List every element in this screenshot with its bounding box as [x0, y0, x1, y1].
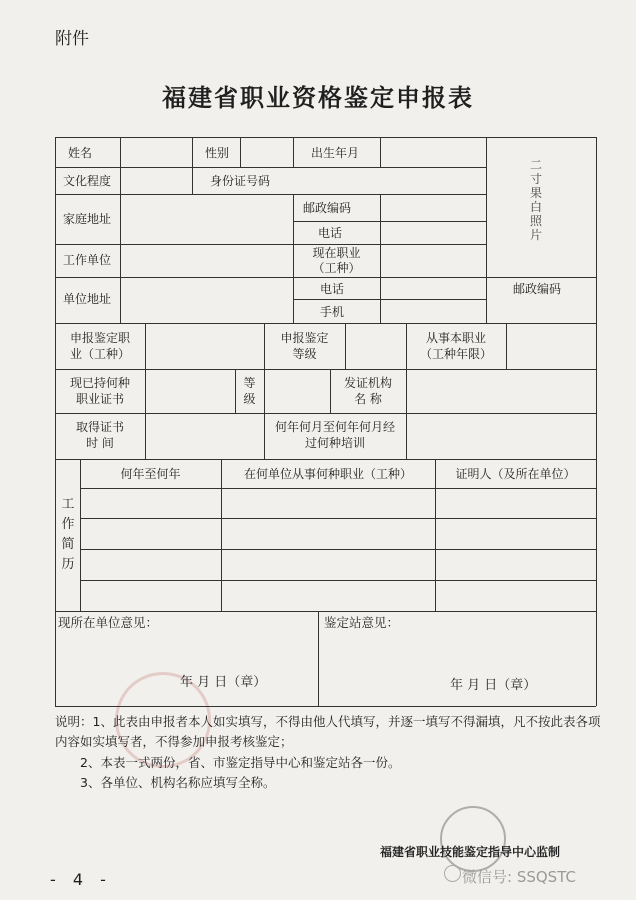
- apply-level-label: 申报鉴定: [280, 331, 329, 345]
- engaged-job-label: 从事本职业: [425, 331, 486, 345]
- unit-opinion-label: 现所在单位意见：: [58, 615, 159, 630]
- birth-label: 出生年月: [311, 146, 360, 160]
- cert-time-sub-label: 时 间: [86, 436, 114, 450]
- cert-time-label: 取得证书: [75, 420, 124, 434]
- training-sub-label: 过何种培训: [304, 436, 365, 450]
- id-number-label: 身份证号码: [210, 174, 271, 188]
- issuer-label: 发证机构: [343, 376, 392, 390]
- phone-label: 电话: [318, 226, 343, 240]
- wechat-icon: [444, 865, 461, 882]
- level-sub-label: 级: [243, 392, 256, 406]
- supervisor-text: 福建省职业技能鉴定指导中心监制: [380, 845, 561, 859]
- notes-line-1: 说明：1、此表由申报者本人如实填写，不得由他人代填写，并逐一填写不得漏填，凡不按此表各项: [55, 714, 601, 729]
- level-label: 等: [243, 376, 256, 390]
- mobile-label: 手机: [320, 305, 345, 319]
- holding-cert-sub-label: 职业证书: [75, 392, 124, 406]
- work-unit-label: 工作单位: [63, 253, 112, 267]
- notes-line-4: 3、各单位、机构名称应填写全称。: [80, 775, 276, 790]
- postal-code-label: 邮政编码: [303, 201, 352, 215]
- notes-line-2: 内容如实填写者，不得参加申报考核鉴定；: [55, 734, 293, 749]
- apply-level-sub-label: 等级: [292, 347, 317, 361]
- photo-label: 二寸果白照片: [530, 158, 543, 242]
- col-unit-header: 在何单位从事何种职业（工种）: [243, 467, 412, 481]
- watermark: 微信号: SSQSTC: [462, 868, 576, 886]
- col-period-header: 何年至何年: [120, 467, 181, 481]
- issuer-sub-label: 名 称: [354, 392, 382, 406]
- training-label: 何年何月至何年何月经: [274, 420, 395, 434]
- holding-cert-label: 现已持何种: [69, 376, 130, 390]
- apply-job-sub-label: 业（工种）: [69, 347, 130, 361]
- station-opinion-label: 鉴定站意见：: [324, 615, 400, 630]
- gender-label: 性别: [205, 146, 230, 160]
- notes-line-3: 2、本表一式两份，省、市鉴定指导中心和鉴定站各一份。: [80, 755, 401, 770]
- current-job-label: 现在职业: [312, 246, 361, 260]
- name-label: 姓名: [68, 146, 93, 160]
- date-seal-right: 年 月 日（章）: [450, 678, 537, 693]
- education-label: 文化程度: [63, 174, 112, 188]
- current-job-sub-label: （工种）: [312, 261, 361, 275]
- resume-label: 工作简历: [61, 497, 75, 572]
- unit-phone-label: 电话: [320, 282, 345, 296]
- attachment-label: 附件: [55, 29, 89, 49]
- page-number: - 4 -: [50, 870, 112, 889]
- engaged-job-sub-label: （工种年限）: [419, 347, 492, 361]
- unit-address-label: 单位地址: [63, 292, 112, 306]
- official-seal: [440, 806, 506, 872]
- apply-job-label: 申报鉴定职: [69, 331, 130, 345]
- date-seal-left: 年 月 日（章）: [180, 675, 267, 690]
- col-witness-header: 证明人（及所在单位）: [455, 467, 576, 481]
- unit-postal-label: 邮政编码: [513, 282, 562, 296]
- home-address-label: 家庭地址: [63, 212, 112, 226]
- form-title: 福建省职业资格鉴定申报表: [162, 83, 474, 112]
